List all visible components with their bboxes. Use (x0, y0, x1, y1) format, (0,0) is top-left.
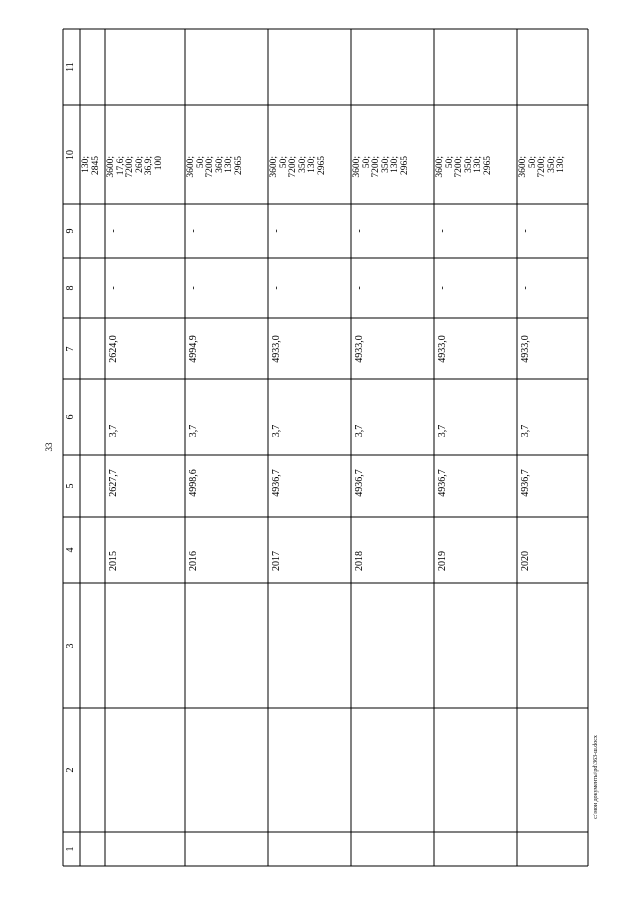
column-header-1: 1 (65, 846, 76, 852)
year-cell: 2019 (437, 551, 448, 571)
column-header-8: 8 (65, 285, 76, 291)
file-path-footer: c:\мои документы\рd\363-ш.docx (593, 735, 599, 819)
col7-value: 4933,0 (520, 335, 531, 363)
col6-value: 3,7 (271, 424, 282, 438)
col5-value: 4998,6 (188, 469, 199, 497)
col8-value: - (271, 286, 282, 290)
col9-value: - (437, 229, 448, 233)
col8-value: - (188, 286, 199, 290)
col10-value: 3600; 17,6; 7200; 260; 36,9; 100 (106, 156, 164, 178)
col10-value: 3600; 50; 7200; 350; 130; (518, 156, 567, 178)
col7-value: 4933,0 (354, 335, 365, 363)
column-header-3: 3 (65, 643, 76, 648)
col6-value: 3,7 (520, 424, 531, 438)
year-cell: 2015 (108, 551, 119, 571)
col9-value: - (271, 229, 282, 233)
col6-value: 3,7 (354, 424, 365, 438)
col9-value: - (108, 229, 119, 233)
col10-value: 3600; 50; 7200; 350; 130; 2965 (352, 156, 410, 178)
col10-value: 3600; 50; 7200; 350; 130; 2965 (435, 156, 493, 178)
col5-value: 4936,7 (354, 469, 365, 497)
column-header-4: 4 (65, 547, 76, 553)
col8-value: - (520, 286, 531, 290)
col7-value: 2624,0 (108, 335, 119, 363)
page-number: 33 (44, 442, 54, 452)
col6-value: 3,7 (437, 424, 448, 438)
col10-value: 130; 2845 (81, 156, 101, 175)
col8-value: - (354, 286, 365, 290)
col8-value: - (437, 286, 448, 290)
column-header-6: 6 (65, 414, 76, 420)
column-header-5: 5 (65, 483, 76, 489)
column-header-7: 7 (65, 346, 76, 351)
col5-value: 2627,7 (108, 469, 119, 497)
column-header-10: 10 (65, 149, 76, 160)
year-cell: 2017 (271, 551, 282, 571)
col7-value: 4933,0 (437, 335, 448, 363)
col7-value: 4933,0 (271, 335, 282, 363)
col10-value: 3600; 50; 7200; 350; 130; 2965 (269, 156, 327, 178)
column-header-9: 9 (65, 228, 76, 234)
column-header-11: 11 (65, 62, 76, 72)
col6-value: 3,7 (188, 424, 199, 438)
col5-value: 4936,7 (520, 469, 531, 497)
column-header-2: 2 (65, 767, 76, 773)
year-cell: 2016 (188, 551, 199, 571)
col6-value: 3,7 (108, 424, 119, 438)
col9-value: - (188, 229, 199, 233)
col5-value: 4936,7 (271, 469, 282, 497)
col7-value: 4994,9 (188, 335, 199, 363)
year-cell: 2018 (354, 551, 365, 571)
col9-value: - (520, 229, 531, 233)
col5-value: 4936,7 (437, 469, 448, 497)
col8-value: - (108, 286, 119, 290)
col9-value: - (354, 229, 365, 233)
col10-value: 3600; 50; 7200; 360; 130; 2965 (186, 156, 244, 178)
year-cell: 2020 (520, 551, 531, 571)
